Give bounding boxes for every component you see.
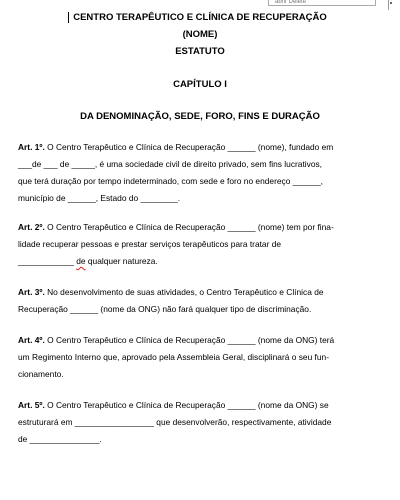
scroll-indicator-dot bbox=[390, 2, 392, 4]
spellcheck-flagged-word: de bbox=[76, 256, 86, 266]
article-text: O Centro Terapêutico e Clínica de Recuperação ______ (nome da ONG) se bbox=[47, 400, 329, 410]
article-text: cionamento. bbox=[18, 369, 64, 379]
article-text: qualquer natureza. bbox=[85, 256, 158, 266]
article-4 bbox=[18, 332, 358, 383]
chapter-title: DA DENOMINAÇÃO, SEDE, FORO, FINS E DURAÇÃO bbox=[80, 111, 320, 122]
article-3 bbox=[18, 284, 358, 318]
article-2 bbox=[18, 219, 358, 270]
article-label: Art. 2º. bbox=[18, 222, 45, 232]
article-text: O Centro Terapêutico e Clínica de Recuperação ______ (nome) tem por fina- bbox=[47, 222, 334, 232]
article-text: de _______________. bbox=[18, 434, 102, 444]
article-5 bbox=[18, 397, 358, 448]
document-title: CENTRO TERAPÊUTICO E CLÍNICA DE RECUPERAÇÃO bbox=[73, 12, 327, 23]
article-1 bbox=[18, 139, 358, 207]
article-text: O Centro Terapêutico e Clínica de Recuperação ______ (nome da ONG) terá bbox=[47, 335, 335, 345]
article-label: Art. 5º. bbox=[18, 400, 45, 410]
article-text: No desenvolvimento de suas atividades, o Centro Terapêutico e Clínica de bbox=[47, 287, 324, 297]
article-text: que terá duração por tempo indeterminado, com sede e foro no endereço ______, bbox=[18, 176, 323, 186]
article-label: Art. 3º. bbox=[18, 287, 45, 297]
article-text: município de ______, Estado do ________. bbox=[18, 193, 181, 203]
delete-tooltip: abrir Delete bbox=[268, 0, 376, 6]
article-text: estruturará em _________________ que desenvolverão, respectivamente, atividade bbox=[18, 417, 332, 427]
article-text: um Regimento Interno que, aprovado pela Assembleia Geral, disciplinará o seu fun- bbox=[18, 352, 329, 362]
entity-name-placeholder: (NOME) bbox=[182, 29, 218, 40]
article-text: ____________ bbox=[18, 256, 74, 266]
window-edge-divider bbox=[388, 0, 389, 10]
chapter-heading: CAPÍTULO I bbox=[173, 79, 227, 90]
article-text: O Centro Terapêutico e Clínica de Recuperação ______ (nome), fundado em bbox=[47, 142, 334, 152]
article-text: ___de ___ de _____, é uma sociedade civil de direito privado, sem fins lucrativos, bbox=[18, 159, 323, 169]
article-text: Recuperação ______ (nome da ONG) não fará qualquer tipo de discriminação. bbox=[18, 304, 312, 314]
article-label: Art. 1º. bbox=[18, 142, 45, 152]
article-text-line bbox=[18, 253, 358, 270]
document-type: ESTATUTO bbox=[175, 46, 225, 57]
article-label: Art. 4º. bbox=[18, 335, 45, 345]
article-text: lidade recuperar pessoas e prestar serviços terapêuticos para tratar de bbox=[18, 239, 282, 249]
